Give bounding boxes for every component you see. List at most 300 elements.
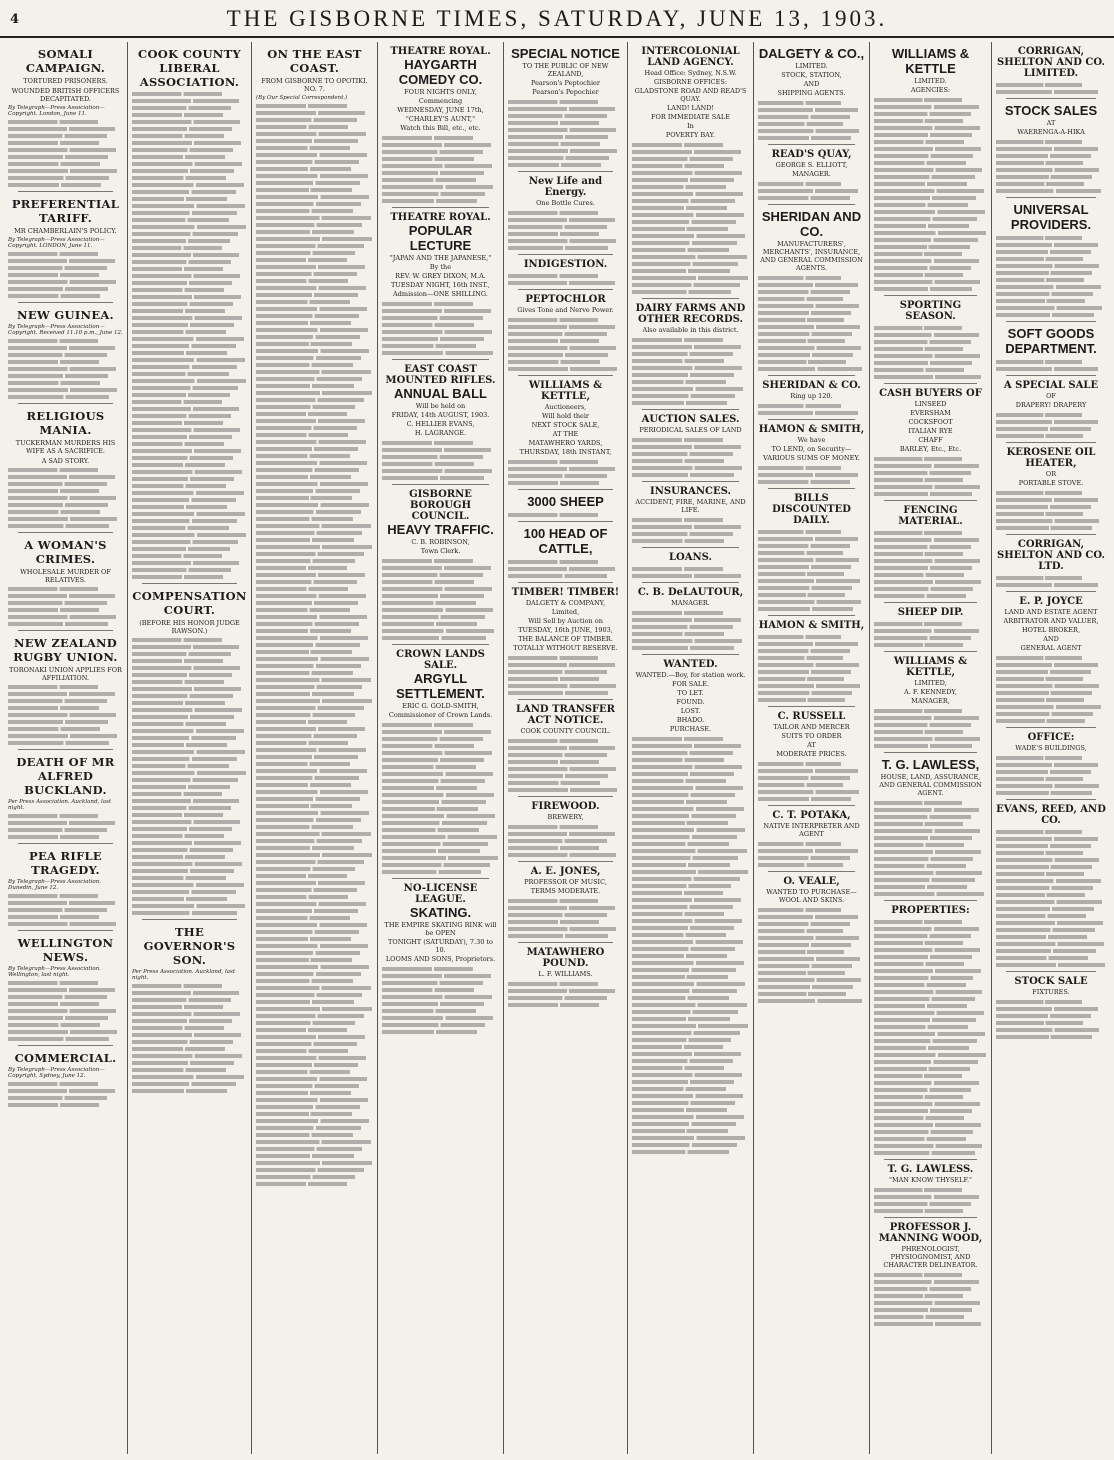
text-line xyxy=(632,366,742,370)
text-line xyxy=(874,636,971,640)
text-line xyxy=(508,121,599,125)
ad-line: WADE'S BUILDINGS, xyxy=(1015,744,1087,752)
text-line xyxy=(758,551,843,555)
text-line xyxy=(256,293,358,297)
text-line xyxy=(758,101,841,105)
text-line xyxy=(874,976,973,980)
ad-title: WILLIAMS & KETTLE, xyxy=(893,656,968,678)
text-line xyxy=(508,481,599,485)
ad-line: NATIVE INTERPRETER AND AGENT xyxy=(763,822,860,838)
ad-title: WILLIAMS & KETTLE, xyxy=(528,380,603,402)
classified-ad xyxy=(758,149,865,178)
text-line xyxy=(132,855,225,859)
text-line xyxy=(632,933,726,937)
text-line xyxy=(382,559,473,563)
text-line xyxy=(382,566,491,570)
text-line xyxy=(996,851,1083,855)
section-divider xyxy=(518,699,613,700)
column-8 xyxy=(870,42,992,1454)
text-line xyxy=(758,353,853,357)
section-divider xyxy=(518,582,613,583)
ad-title: STOCK SALES xyxy=(1004,103,1098,118)
text-line xyxy=(256,1000,354,1004)
text-line xyxy=(874,182,967,186)
ad-line: EVERSHAM xyxy=(910,409,951,417)
ad-line: TO LET. xyxy=(677,689,704,697)
text-line xyxy=(256,762,350,766)
classified-ad xyxy=(758,209,865,272)
text-line xyxy=(256,216,371,220)
text-line xyxy=(632,234,745,238)
text-line xyxy=(132,295,241,299)
text-line xyxy=(256,335,360,339)
text-line xyxy=(132,267,223,271)
body-text-lines xyxy=(758,842,865,867)
text-line xyxy=(996,1014,1091,1018)
text-line xyxy=(382,1016,493,1020)
ad-title: A SPECIAL SALE xyxy=(1003,380,1099,391)
body-text-lines xyxy=(996,756,1106,795)
text-line xyxy=(382,751,492,755)
ad-line: Ring up 120. xyxy=(790,392,833,400)
text-line xyxy=(632,150,741,154)
text-line xyxy=(8,601,107,605)
text-line xyxy=(382,974,491,978)
text-line xyxy=(8,1037,109,1041)
text-line xyxy=(758,473,858,477)
text-line xyxy=(132,911,237,915)
text-line xyxy=(508,149,617,153)
text-line xyxy=(132,169,234,173)
ad-line: BREWERY, xyxy=(547,813,584,821)
text-line xyxy=(632,248,729,252)
text-line xyxy=(758,304,859,308)
text-line xyxy=(758,856,850,860)
ad-title: SHERIDAN AND CO. xyxy=(761,209,862,239)
text-line xyxy=(632,1045,723,1049)
body-text-lines xyxy=(508,513,623,517)
ad-line: Commencing xyxy=(418,97,463,105)
advertisement xyxy=(382,46,499,132)
section-divider xyxy=(18,403,113,404)
text-line xyxy=(8,1009,116,1013)
text-line xyxy=(758,297,843,301)
text-line xyxy=(508,839,607,843)
ad-line: GLADSTONE ROAD AND READ'S QUAY. xyxy=(634,87,747,103)
text-line xyxy=(8,1023,100,1027)
section-divider xyxy=(518,489,613,490)
body-text-lines xyxy=(132,984,247,1093)
text-line xyxy=(132,120,240,124)
text-line xyxy=(132,708,242,712)
text-line xyxy=(758,950,844,954)
text-line xyxy=(382,807,478,811)
text-line xyxy=(632,525,741,529)
ad-line: MODERATE PRICES. xyxy=(776,750,847,758)
text-line xyxy=(874,871,982,875)
ad-title: SPECIAL NOTICE xyxy=(511,46,620,61)
ad-line: LIMITED. xyxy=(914,77,947,85)
ad-line: HOUSE, LAND, ASSURANCE, AND GENERAL COMMISSION AGENT. xyxy=(879,773,982,797)
text-line xyxy=(256,384,354,388)
ad-line: PURCHASE. xyxy=(669,725,712,733)
text-line xyxy=(256,279,348,283)
section-divider xyxy=(18,930,113,931)
text-line xyxy=(758,992,846,996)
text-line xyxy=(632,1031,740,1035)
text-line xyxy=(256,755,358,759)
ad-line: Pearson's Pepochier xyxy=(532,88,599,96)
text-line xyxy=(256,776,359,780)
ad-line: TUESDAY, 16th JUNE, 1903, xyxy=(518,626,613,634)
text-line xyxy=(132,491,244,495)
text-line xyxy=(132,134,224,138)
text-line xyxy=(996,306,1102,310)
text-line xyxy=(508,360,600,364)
ad-headline: POPULAR LECTURE xyxy=(408,223,473,253)
text-line xyxy=(382,351,493,355)
text-line xyxy=(632,276,748,280)
text-line xyxy=(508,739,598,743)
ad-line: GEORGE S. ELLIOTT, xyxy=(775,161,848,169)
text-line xyxy=(256,349,369,353)
text-line xyxy=(874,1095,963,1099)
text-line xyxy=(132,358,245,362)
text-line xyxy=(758,115,850,119)
text-line xyxy=(132,456,233,460)
ad-line: FOUR NIGHTS ONLY, xyxy=(404,88,477,96)
text-line xyxy=(256,482,368,486)
text-line xyxy=(8,266,107,270)
text-line xyxy=(996,784,1099,788)
masthead xyxy=(0,0,1114,38)
ad-line: REV. W. GREY DIXON, M.A. xyxy=(395,272,486,280)
text-line xyxy=(632,466,742,470)
ad-line: Will hold their xyxy=(541,412,590,420)
text-line xyxy=(632,539,724,543)
ad-line: TO LEND, on Security— xyxy=(771,445,852,453)
text-line xyxy=(758,929,843,933)
text-line xyxy=(758,283,858,287)
text-line xyxy=(758,325,860,329)
text-line xyxy=(508,677,599,681)
text-line xyxy=(996,756,1082,760)
text-line xyxy=(874,941,963,945)
text-line xyxy=(632,359,724,363)
body-text-lines xyxy=(758,530,865,611)
text-line xyxy=(256,510,361,514)
section-divider xyxy=(884,602,977,603)
text-line xyxy=(874,622,962,626)
text-line xyxy=(758,922,850,926)
text-line xyxy=(132,484,226,488)
text-line xyxy=(758,978,861,982)
text-line xyxy=(8,273,99,277)
text-line xyxy=(874,801,962,805)
ad-title: INSURANCES. xyxy=(650,486,731,497)
ad-line: MANAGER. xyxy=(792,170,831,178)
text-line xyxy=(132,1005,223,1009)
ad-title: SHERIDAN & CO. xyxy=(762,380,861,391)
text-line xyxy=(256,321,351,325)
ad-title: MATAWHERO POUND. xyxy=(526,947,605,969)
text-line xyxy=(382,842,488,846)
classified-ad xyxy=(508,494,623,509)
text-line xyxy=(132,743,227,747)
text-line xyxy=(256,461,367,465)
text-line xyxy=(874,1202,971,1206)
text-line xyxy=(256,1049,348,1053)
text-line xyxy=(132,778,238,782)
text-line xyxy=(256,895,348,899)
text-line xyxy=(8,685,98,689)
text-line xyxy=(8,259,115,263)
text-line xyxy=(256,496,352,500)
text-line xyxy=(996,250,1091,254)
text-line xyxy=(132,407,239,411)
text-line xyxy=(256,874,347,878)
ad-title: CROWN LANDS SALE. xyxy=(396,649,485,671)
ad-title: FENCING MATERIAL. xyxy=(898,505,963,527)
text-line xyxy=(874,119,963,123)
text-line xyxy=(508,274,598,278)
body-text-lines xyxy=(8,685,123,745)
section-divider xyxy=(642,409,739,410)
classified-ad xyxy=(632,486,749,514)
text-line xyxy=(256,1147,362,1151)
text-line xyxy=(382,178,476,182)
text-line xyxy=(508,367,617,371)
text-line xyxy=(8,503,108,507)
text-line xyxy=(132,288,224,292)
text-line xyxy=(632,1038,731,1042)
ad-line: CHAFF xyxy=(918,436,943,444)
text-line xyxy=(874,1123,981,1127)
text-line xyxy=(874,133,972,137)
classified-ad xyxy=(758,380,865,400)
text-line xyxy=(132,526,229,530)
ad-headline: SKATING. xyxy=(409,905,472,920)
text-line xyxy=(632,849,747,853)
classified-ad xyxy=(508,587,623,652)
text-line xyxy=(132,183,244,187)
text-line xyxy=(256,545,372,549)
section-divider xyxy=(518,171,613,172)
body-text-lines xyxy=(508,560,623,578)
text-line xyxy=(758,565,851,569)
text-line xyxy=(8,699,107,703)
text-line xyxy=(874,955,972,959)
text-line xyxy=(508,239,616,243)
text-line xyxy=(132,379,246,383)
ad-line: Gives Tone and Nerve Power. xyxy=(517,306,614,314)
text-line xyxy=(508,232,599,236)
text-line xyxy=(382,171,484,175)
section-divider xyxy=(18,191,113,192)
text-line xyxy=(8,1089,115,1093)
ad-line: WEDNESDAY, JUNE 17th, xyxy=(397,106,484,114)
text-line xyxy=(132,1061,234,1065)
text-line xyxy=(8,294,100,298)
section-divider xyxy=(518,861,613,862)
text-line xyxy=(132,1040,233,1044)
text-line xyxy=(996,1021,1083,1025)
ad-line: WAERENGA-A-HIKA xyxy=(1017,128,1085,136)
text-line xyxy=(996,285,1101,289)
text-line xyxy=(256,909,358,913)
text-line xyxy=(632,737,723,741)
text-line xyxy=(996,935,1087,939)
text-line xyxy=(874,1046,969,1050)
text-line xyxy=(256,860,364,864)
classified-ad xyxy=(632,552,749,563)
text-line xyxy=(256,447,358,451)
text-line xyxy=(8,894,98,898)
text-line xyxy=(256,818,361,822)
text-line xyxy=(382,737,483,741)
text-line xyxy=(508,339,599,343)
text-line xyxy=(996,900,1102,904)
text-line xyxy=(8,120,98,124)
ad-line: FOR IMMEDIATE SALE xyxy=(651,113,730,121)
text-line xyxy=(758,863,843,867)
advertisement xyxy=(382,649,499,719)
ad-line: PERIODICAL SALES OF LAND xyxy=(639,426,742,434)
body-text-lines xyxy=(382,302,499,355)
text-line xyxy=(132,771,246,775)
text-line xyxy=(758,367,862,371)
text-line xyxy=(996,257,1083,261)
section-divider xyxy=(1006,321,1096,322)
ad-line: GENERAL AGENT xyxy=(1020,644,1082,652)
text-line xyxy=(8,981,98,985)
classified-ad xyxy=(758,620,865,631)
text-line xyxy=(256,251,355,255)
ad-line: POVERTY BAY. xyxy=(665,131,716,139)
ad-line: COOK COUNTY COUNCIL. xyxy=(520,727,611,735)
ad-title: STOCK SALE xyxy=(1014,976,1088,987)
classified-ad xyxy=(632,414,749,434)
text-line xyxy=(874,340,971,344)
text-line xyxy=(256,342,352,346)
text-line xyxy=(256,1182,347,1186)
text-line xyxy=(382,587,492,591)
ad-headline: HEAVY TRAFFIC. xyxy=(387,522,494,537)
article-subheading: A SAD STORY. xyxy=(41,457,90,465)
body-text-lines xyxy=(132,92,247,579)
text-line xyxy=(132,148,233,152)
text-line xyxy=(256,734,357,738)
text-line xyxy=(382,988,474,992)
text-line xyxy=(758,849,858,853)
text-line xyxy=(996,512,1083,516)
ad-line: LOOMS AND SONS, Proprietors. xyxy=(385,955,496,963)
text-line xyxy=(382,786,477,790)
dateline: Per Press Association. Auckland, last night. xyxy=(8,799,112,811)
text-line xyxy=(256,265,365,269)
classified-ad xyxy=(874,757,987,797)
text-line xyxy=(508,781,600,785)
text-line xyxy=(132,991,239,995)
classified-ad xyxy=(758,876,865,904)
ad-line: HOTEL BROKER, xyxy=(1021,626,1081,634)
text-line xyxy=(256,1175,355,1179)
text-line xyxy=(132,659,223,663)
text-line xyxy=(996,360,1082,364)
text-line xyxy=(996,243,1098,247)
text-line xyxy=(256,552,364,556)
text-line xyxy=(632,996,729,1000)
body-text-lines xyxy=(508,825,623,857)
text-line xyxy=(632,772,734,776)
column-1 xyxy=(4,42,128,1454)
text-line xyxy=(256,804,352,808)
text-line xyxy=(874,815,971,819)
text-line xyxy=(8,280,116,284)
text-line xyxy=(758,404,841,408)
text-line xyxy=(256,328,368,332)
text-line xyxy=(632,1003,747,1007)
text-line xyxy=(256,692,354,696)
text-line xyxy=(508,656,598,660)
text-line xyxy=(508,913,607,917)
text-line xyxy=(508,107,615,111)
text-line xyxy=(758,593,845,597)
ad-line: TOTALLY WITHOUT RESERVE. xyxy=(513,644,618,652)
text-line xyxy=(8,1030,117,1034)
ad-line: FIXTURES. xyxy=(1032,988,1070,996)
text-line xyxy=(132,673,232,677)
text-line xyxy=(132,470,242,474)
text-line xyxy=(508,353,608,357)
text-line xyxy=(256,1133,353,1137)
classified-ad xyxy=(996,380,1106,409)
ad-line: THE BALANCE OF TIMBER. xyxy=(518,635,613,643)
text-line xyxy=(874,1025,968,1029)
text-line xyxy=(132,162,242,166)
article-subheading: TORTURED PRISONERS. xyxy=(23,77,108,85)
text-line xyxy=(132,365,237,369)
text-line xyxy=(996,963,1105,967)
ad-line: MANAGER, xyxy=(911,697,950,705)
text-line xyxy=(508,670,607,674)
body-text-lines xyxy=(758,182,865,200)
section-divider xyxy=(1006,442,1096,443)
ad-title: 100 HEAD OF CATTLE, xyxy=(523,526,608,556)
text-line xyxy=(996,147,1098,151)
text-line xyxy=(256,237,372,241)
text-line xyxy=(632,891,723,895)
text-line xyxy=(632,800,727,804)
ad-title: T. G. LAWLESS, xyxy=(881,757,980,772)
text-line xyxy=(256,657,369,661)
text-line xyxy=(758,957,860,961)
text-line xyxy=(132,984,222,988)
text-line xyxy=(382,793,494,797)
text-line xyxy=(132,715,234,719)
ad-line: LOST. xyxy=(680,707,701,715)
text-line xyxy=(758,642,858,646)
section-divider xyxy=(518,375,613,376)
text-line xyxy=(132,127,232,131)
text-line xyxy=(132,1082,236,1086)
text-line xyxy=(758,649,850,653)
text-line xyxy=(382,828,479,832)
section-divider xyxy=(518,796,613,797)
text-line xyxy=(132,1012,240,1016)
text-line xyxy=(382,744,474,748)
text-line xyxy=(256,1098,368,1102)
